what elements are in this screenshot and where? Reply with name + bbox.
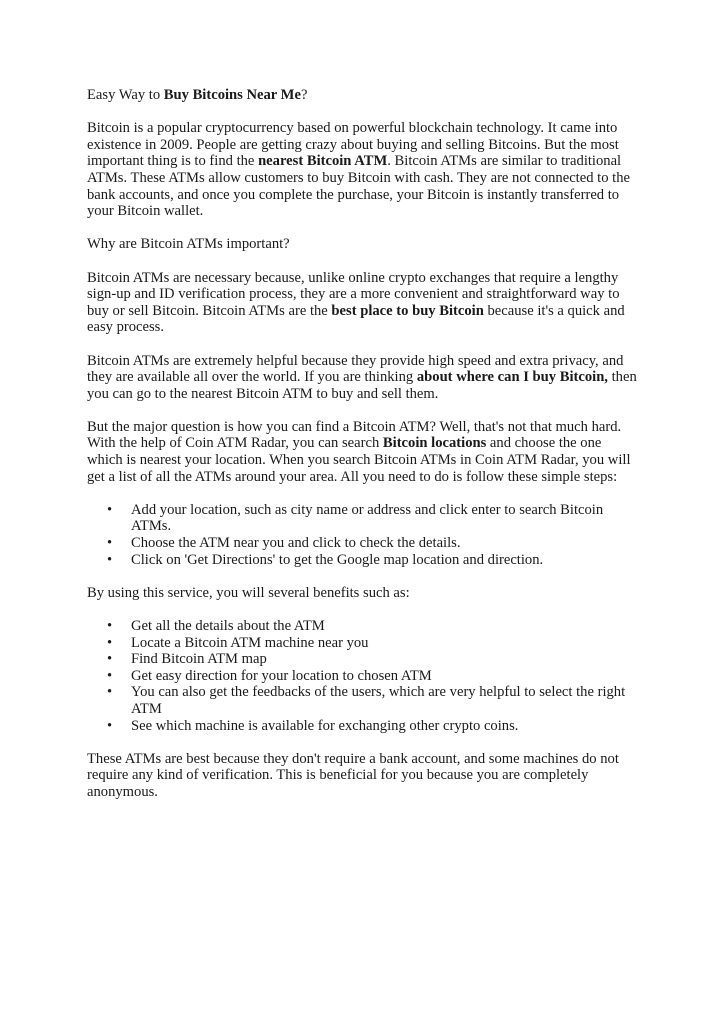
bullet-icon: • — [107, 634, 113, 651]
list-item — [107, 667, 637, 685]
bullet-icon: • — [107, 618, 113, 634]
list-item-text: Find Bitcoin ATM map — [131, 651, 267, 668]
list-item-text: Click on 'Get Directions' to get the Google map location and direction. — [131, 551, 544, 568]
steps-list — [87, 502, 637, 568]
list-item — [107, 651, 637, 668]
intro-keyword: nearest Bitcoin ATM — [258, 153, 388, 170]
intro-paragraph — [87, 120, 637, 220]
list-item-text: Add your location, such as city name or address and click enter to search Bitcoin ATMs. — [131, 501, 604, 535]
bullet-icon: • — [107, 667, 113, 684]
list-item — [107, 717, 637, 735]
document-body — [87, 87, 637, 817]
title-keyword: Buy Bitcoins Near Me — [163, 87, 301, 103]
list-item — [107, 501, 637, 535]
title-prefix: Easy Way to — [87, 87, 164, 103]
finding-text-2: and choose the one which is nearest your location. When you search Bitcoin ATMs in Coin ATM Radar, you will get a list of all the ATMs around your area. All you need to do is follow these simple steps: — [87, 435, 631, 485]
importance-text-2: because it's a quick and easy process. — [87, 302, 625, 336]
list-item-text: Get all the details about the ATM — [131, 618, 325, 634]
list-item — [107, 684, 637, 717]
list-item-text: Get easy direction for your location to chosen ATM — [131, 667, 432, 684]
list-item-text: Choose the ATM near you and click to check the details. — [131, 535, 461, 552]
benefits-text-2: then you can go to the nearest Bitcoin ATM to buy and sell them. — [87, 369, 637, 402]
list-item-text: See which machine is available for exchanging other crypto coins. — [131, 717, 519, 734]
benefits-text-1: Bitcoin ATMs are extremely helpful because they provide high speed and extra privacy, and they are available all over the world. If you are thinking — [87, 352, 624, 386]
list-item — [107, 618, 637, 635]
bullet-icon: • — [107, 535, 113, 552]
list-item-text: Locate a Bitcoin ATM machine near you — [131, 634, 369, 651]
bullet-icon: • — [107, 651, 113, 668]
benefits-keyword: about where can I buy Bitcoin, — [416, 369, 608, 386]
bullet-icon: • — [107, 551, 113, 568]
importance-paragraph — [87, 270, 637, 336]
benefits-paragraph — [87, 353, 637, 403]
finding-paragraph — [87, 419, 637, 485]
section-heading: Why are Bitcoin ATMs important? — [87, 236, 290, 253]
finding-text-1: But the major question is how you can find a Bitcoin ATM? Well, that's not that much hard. With the help of Coin ATM Radar, you can search — [87, 418, 622, 452]
list-item — [107, 634, 637, 652]
benefits-list — [87, 618, 637, 734]
importance-text-1: Bitcoin ATMs are necessary because, unlike online crypto exchanges that require a lengthy sign-up and ID verification process, they are a more convenient and straightforward way to buy or sell Bitcoin. Bitcoin ATMs are the — [87, 269, 620, 319]
intro-text-2: . Bitcoin ATMs are similar to traditional ATMs. These ATMs allow customers to buy Bitcoin with cash. They are not connected to the bank accounts, and once you complete the purchase, your Bitcoin is instantly transferred to your Bitcoin wallet. — [87, 153, 630, 220]
bullet-icon: • — [107, 501, 113, 518]
document-title — [87, 87, 637, 104]
bullet-icon: • — [107, 717, 113, 734]
title-suffix: ? — [300, 87, 308, 103]
list-item — [107, 551, 637, 569]
importance-keyword: best place to buy Bitcoin — [331, 302, 484, 319]
service-paragraph: By using this service, you will several benefits such as: — [87, 584, 410, 601]
list-item-text: You can also get the feedbacks of the users, which are very helpful to select the right ATM — [131, 684, 626, 717]
finding-keyword: Bitcoin locations — [382, 435, 487, 452]
intro-text-1: Bitcoin is a popular cryptocurrency based on powerful blockchain technology. It came into existence in 2009. People are getting crazy about buying and selling Bitcoins. But the most important thing is to find the — [87, 120, 619, 170]
bullet-icon: • — [107, 684, 113, 701]
closing-paragraph: These ATMs are best because they don't require a bank account, and some machines do not require any kind of verification. This is beneficial for you because you are completely anonymous. — [87, 750, 619, 800]
list-item — [107, 535, 637, 552]
